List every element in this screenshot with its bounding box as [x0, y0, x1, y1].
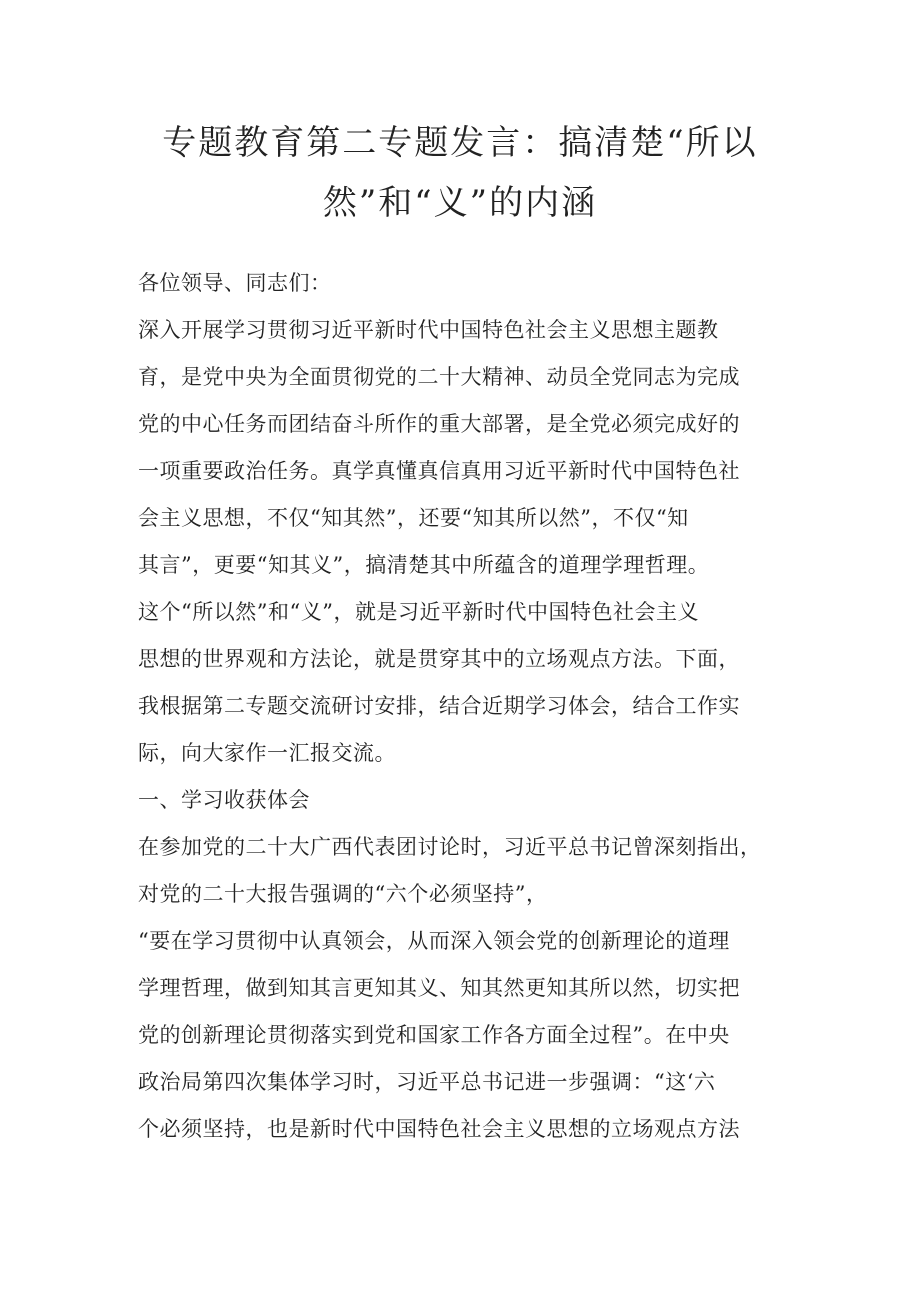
body-line: “要在学习贯彻中认真领会，从而深入领会党的创新理论的道理: [138, 929, 730, 953]
salutation: 各位领导、同志们：: [138, 271, 332, 295]
body-line: 际，向大家作一汇报交流。: [138, 741, 396, 765]
body-line: 党的中心任务而团结奋斗所作的重大部署，是全党必须完成好的: [138, 412, 740, 436]
body-line: 这个“所以然”和“义”，就是习近平新时代中国特色社会主义: [138, 600, 699, 624]
body-line: 在参加党的二十大广西代表团讨论时，习近平总书记曾深刻指出，: [138, 835, 762, 859]
body-line: 我根据第二专题交流研讨安排，结合近期学习体会，结合工作实: [138, 694, 740, 718]
body-line: 党的创新理论贯彻落实到党和国家工作各方面全过程”。在中央: [138, 1023, 730, 1047]
body-line: 会主义思想，不仅“知其然”，还要“知其所以然”，不仅“知: [138, 506, 689, 530]
body-line: 一项重要政治任务。真学真懂真信真用习近平新时代中国特色社: [138, 459, 740, 483]
body-line: 其言”，更要“知其义”，搞清楚其中所蕴含的道理学理哲理。: [138, 553, 710, 577]
document-title-line-1: 专题教育第二专题发言：搞清楚“所以: [162, 123, 758, 163]
body-line: 思想的世界观和方法论，就是贯穿其中的立场观点方法。下面，: [138, 647, 740, 671]
body-line: 深入开展学习贯彻习近平新时代中国特色社会主义思想主题教: [138, 318, 719, 342]
section-heading: 一、学习收获体会: [138, 788, 310, 812]
body-line: 对党的二十大报告强调的“六个必须坚持”，: [138, 882, 548, 906]
body-line: 育，是党中央为全面贯彻党的二十大精神、动员全党同志为完成: [138, 365, 740, 389]
body-line: 学理哲理，做到知其言更知其义、知其然更知其所以然，切实把: [138, 976, 740, 1000]
document-title-line-2: 然”和“义”的内涵: [322, 183, 598, 223]
body-line: 个必须坚持，也是新时代中国特色社会主义思想的立场观点方法: [138, 1117, 740, 1141]
body-line: 政治局第四次集体学习时，习近平总书记进一步强调：“这‘六: [138, 1070, 716, 1094]
